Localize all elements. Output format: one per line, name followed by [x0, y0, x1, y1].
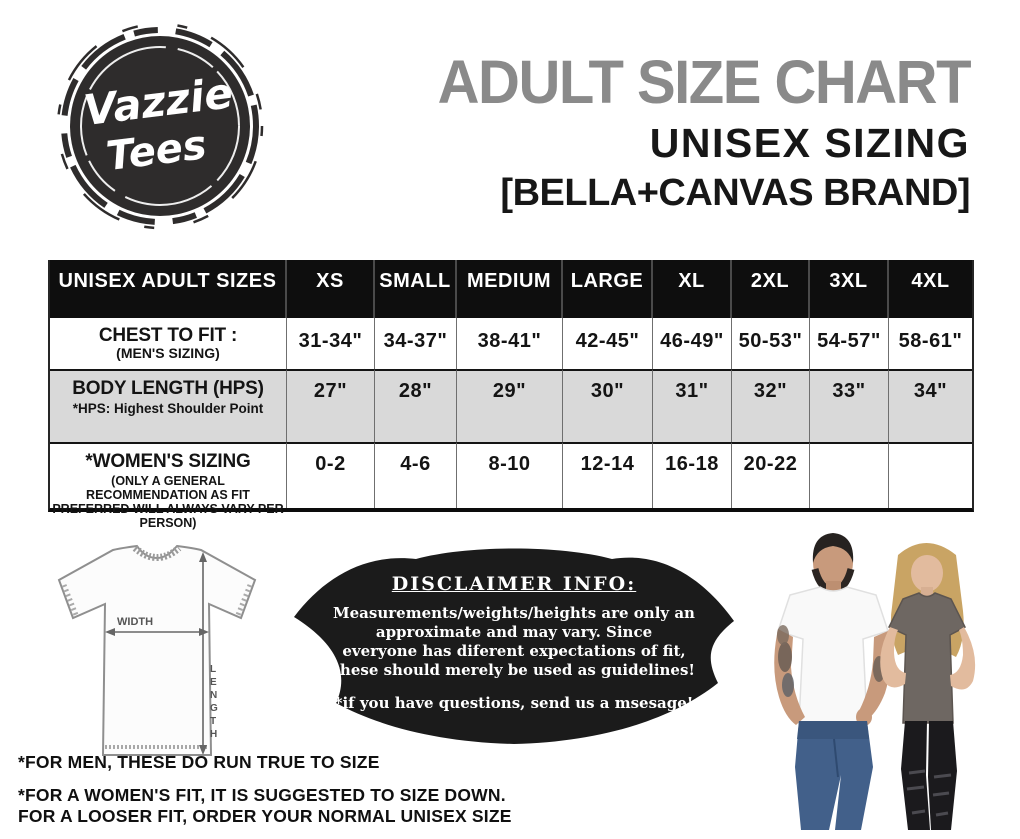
size-value: 54-57"	[810, 318, 889, 369]
table-header-label: UNISEX ADULT SIZES	[50, 260, 287, 318]
disclaimer-line: these should merely be used as guidelines!	[333, 661, 695, 679]
size-value: 50-53"	[732, 318, 810, 369]
row-label-sub: (MEN'S SIZING)	[116, 345, 220, 361]
length-letter: L	[210, 664, 217, 675]
width-label: WIDTH	[117, 616, 154, 628]
woman-gray-tee	[889, 593, 965, 723]
size-value: 12-14	[563, 442, 653, 508]
footnotes	[18, 752, 512, 827]
row-label-main: *WOMEN'S SIZING	[85, 451, 251, 472]
size-value: 42-45"	[563, 318, 653, 369]
disclaimer-line: approximate and may vary. Since	[375, 623, 653, 641]
page-title: ADULT SIZE CHART	[437, 47, 970, 117]
row-label-sub: *HPS: Highest Shoulder Point	[72, 401, 264, 416]
disclaimer-heading: DISCLAIMER INFO:	[391, 573, 637, 595]
length-letter: T	[210, 716, 217, 727]
man-tattoo	[777, 625, 789, 645]
column-header: 4XL	[889, 260, 972, 318]
models-photo	[728, 525, 1020, 830]
row-label-main: CHEST TO FIT :	[98, 325, 238, 346]
disclaimer-banner	[288, 543, 740, 751]
vazzie-tees-logo	[52, 14, 272, 239]
length-letter: E	[210, 677, 217, 688]
tshirt-diagram	[45, 540, 295, 768]
row-label-sub: (ONLY A GENERAL RECOMMENDATION AS FIT PREFERRED WILL ALWAYS VARY PER PERSON)	[52, 474, 284, 530]
tshirt-outline	[59, 546, 255, 755]
column-header: LARGE	[563, 260, 653, 318]
row-label	[50, 318, 287, 369]
size-value: 20-22	[732, 442, 810, 508]
footnote-men: *FOR MEN, THESE DO RUN TRUE TO SIZE	[18, 752, 380, 772]
disclaimer-note: *if you have questions, send us a msesage!	[334, 694, 694, 712]
size-value	[810, 442, 889, 508]
size-value: 16-18	[653, 442, 732, 508]
size-value: 34"	[889, 369, 972, 442]
man-figure	[774, 533, 890, 830]
disclaimer-text	[288, 543, 740, 712]
size-value: 30"	[563, 369, 653, 442]
size-value: 32"	[732, 369, 810, 442]
row-label	[50, 369, 287, 442]
man-tattoo	[782, 673, 794, 697]
size-value: 38-41"	[457, 318, 563, 369]
footnote-women-1: *FOR A WOMEN'S FIT, IT IS SUGGESTED TO SIZE DOWN.	[18, 785, 506, 805]
footnote-women-2: FOR A LOOSER FIT, ORDER YOUR NORMAL UNISEX SIZE	[18, 806, 512, 826]
man-tattoo	[778, 642, 792, 672]
page-subtitle: UNISEX SIZING	[649, 120, 970, 166]
brand-line: [BELLA+CANVAS BRAND]	[500, 172, 970, 214]
size-table	[48, 260, 974, 530]
size-value: 58-61"	[889, 318, 972, 369]
size-value: 46-49"	[653, 318, 732, 369]
woman-figure	[880, 543, 975, 830]
disclaimer-line: everyone has diferent expectations of fit,	[342, 642, 686, 660]
column-header: 3XL	[810, 260, 889, 318]
column-header: SMALL	[375, 260, 457, 318]
disclaimer-body	[288, 604, 740, 680]
disclaimer-line: Measurements/weights/heights are only an	[333, 604, 695, 622]
size-value: 29"	[457, 369, 563, 442]
row-label	[50, 442, 287, 530]
size-value	[889, 442, 972, 508]
column-header: XL	[653, 260, 732, 318]
header-titles	[437, 47, 970, 214]
length-letter: N	[210, 690, 218, 701]
size-value: 33"	[810, 369, 889, 442]
column-header: 2XL	[732, 260, 810, 318]
logo-text-line1: Vazzie	[81, 68, 236, 136]
column-header: XS	[287, 260, 375, 318]
row-label-main: BODY LENGTH (HPS)	[72, 378, 264, 399]
size-value: 28"	[375, 369, 457, 442]
size-value: 31-34"	[287, 318, 375, 369]
size-value: 27"	[287, 369, 375, 442]
size-value: 34-37"	[375, 318, 457, 369]
size-value: 0-2	[287, 442, 375, 508]
size-value: 31"	[653, 369, 732, 442]
logo-text-line2: Tees	[103, 122, 209, 181]
size-value: 4-6	[375, 442, 457, 508]
size-value: 8-10	[457, 442, 563, 508]
length-letter: H	[210, 729, 218, 740]
length-letter: G	[210, 703, 218, 714]
column-header: MEDIUM	[457, 260, 563, 318]
